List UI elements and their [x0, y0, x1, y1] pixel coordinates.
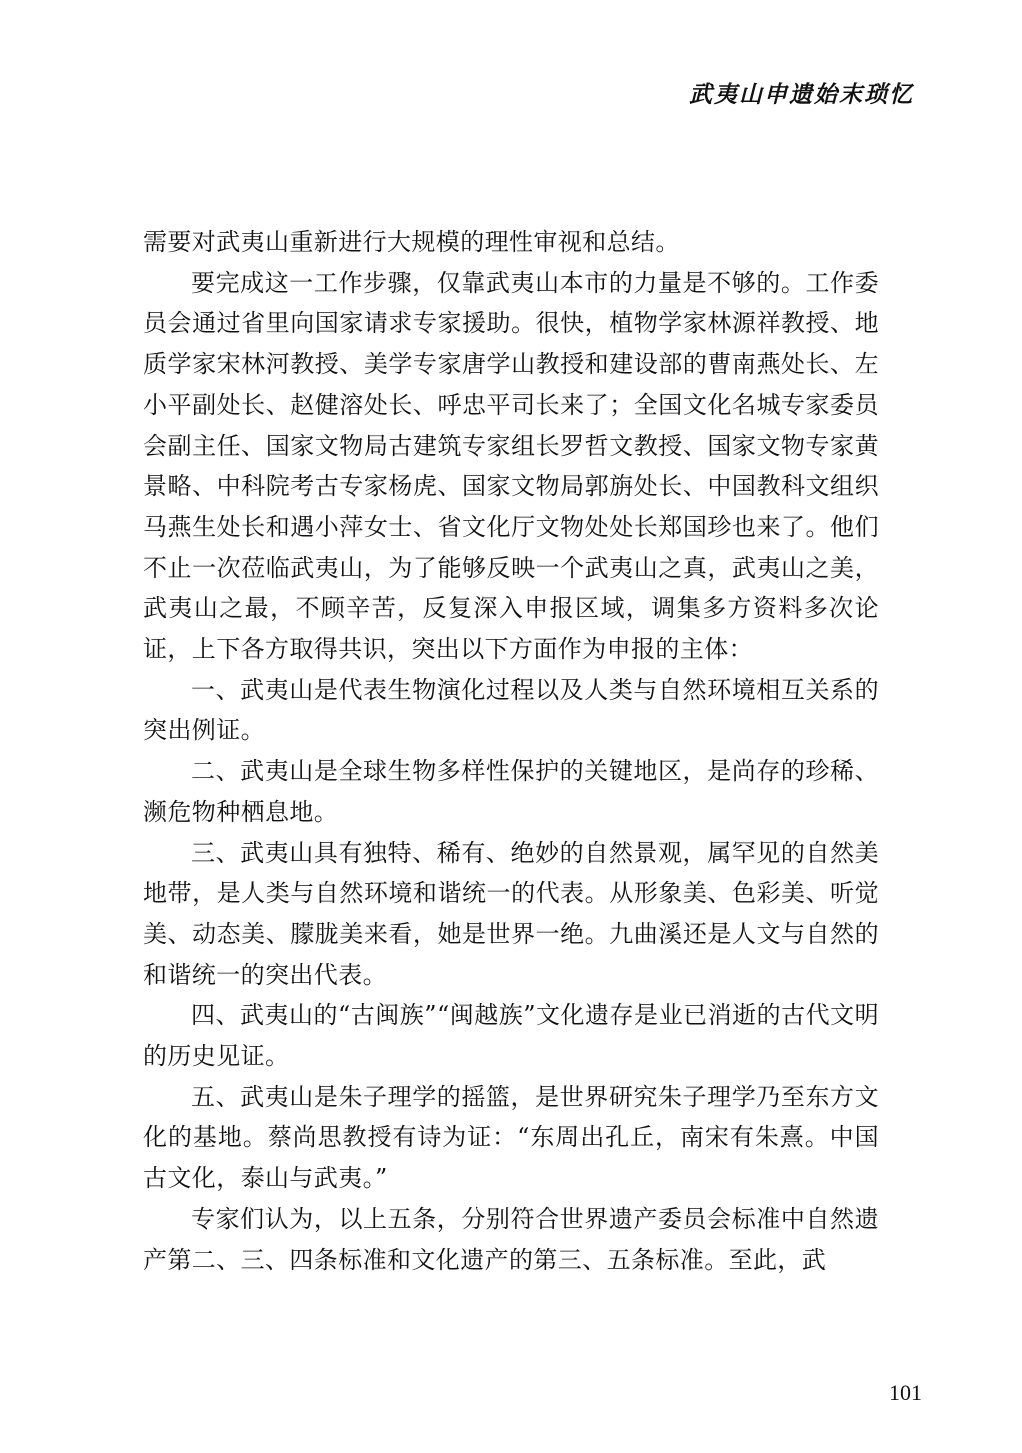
paragraph-point-four: 四、武夷山的“古闽族”“闽越族”文化遗存是业已消逝的古代文明的历史见证。: [143, 1001, 879, 1071]
paragraph-conclusion: 专家们认为，以上五条，分别符合世界遗产委员会标准中自然遗产第二、三、四条标准和文化遗产的第三、五条标准。至此，武: [143, 1204, 879, 1274]
body-text: [143, 222, 879, 1280]
paragraph-point-five: 五、武夷山是朱子理学的摇篮，是世界研究朱子理学乃至东方文化的基地。蔡尚思教授有诗为证：“东周出孔丘，南宋有朱熹。中国古文化，泰山与武夷。”: [143, 1082, 879, 1193]
paragraph-continuation: 需要对武夷山重新进行大规模的理性审视和总结。: [143, 228, 680, 256]
running-header-title: 武夷山申遗始末琐忆: [689, 81, 914, 108]
paragraph-point-three: 三、武夷山具有独特、稀有、绝妙的自然景观，属罕见的自然美地带，是人类与自然环境和谐统一的代表。从形象美、色彩美、听觉美、动态美、朦胧美来看，她是世界一绝。九曲溪还是人文与自然的和谐统一的突出代表。: [143, 838, 879, 989]
paragraph-point-two: 二、武夷山是全球生物多样性保护的关键地区，是尚存的珍稀、濒危物种栖息地。: [143, 757, 879, 826]
page-number: 101: [889, 1380, 922, 1405]
paragraph-point-one: 一、武夷山是代表生物演化过程以及人类与自然环境相互关系的突出例证。: [143, 675, 879, 745]
paragraph-expert-assistance: 要完成这一工作步骤，仅靠武夷山本市的力量是不够的。工作委员会通过省里向国家请求专家援助。很快，植物学家林源祥教授、地质学家宋林河教授、美学专家唐学山教授和建设部的曹南燕处长、左小平副处长、赵健溶处长、呼忠平司长来了；全国文化名城专家委员会副主任、国家文物局古建筑专家组长罗哲文教授、国家文物专家黄景略、中科院考古专家杨虎、国家文物局郭旃处长、中国教科文组织马燕生处长和遇小萍女士、省文化厅文物处处长郑国珍也来了。他们不止一次莅临武夷山，为了能够反映一个武夷山之真，武夷山之美，武夷山之最，不顾辛苦，反复深入申报区域，调集多方资料多次论证，上下各方取得共识，突出以下方面作为申报的主体：: [143, 268, 879, 664]
